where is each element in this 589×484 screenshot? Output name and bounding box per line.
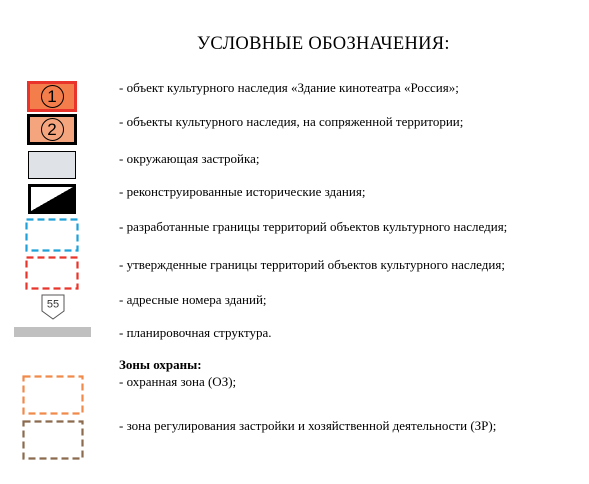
heritage-objects-adjacent-symbol (27, 114, 77, 145)
legend-text-surrounding-buildings: - окружающая застройка; (119, 151, 260, 166)
legend-text-planning-structure: - планировочная структура. (119, 325, 272, 340)
planning-structure-symbol (14, 327, 91, 337)
reconstructed-buildings-symbol (28, 184, 76, 214)
object-number-1: 1 (41, 85, 64, 108)
object-number-2: 2 (41, 118, 64, 141)
heritage-object-symbol (27, 81, 77, 112)
developed-boundaries-symbol (25, 218, 79, 252)
legend-text-heritage-objects-adjacent: - объекты культурного наследия, на сопряженной территории; (119, 114, 464, 129)
legend-text-protection-zone: - охранная зона (ОЗ); (119, 374, 237, 389)
legend-text-approved-boundaries: - утвержденные границы территорий объектов культурного наследия; (119, 257, 505, 272)
address-number-value: 55 (46, 298, 60, 311)
address-number-icon (41, 294, 65, 320)
zones-heading: Зоны охраны: (119, 357, 202, 372)
legend-text-regulation-zone: - зона регулирования застройки и хозяйственной деятельности (ЗР); (119, 418, 497, 433)
legend-title: УСЛОВНЫЕ ОБОЗНАЧЕНИЯ: (197, 34, 450, 54)
surrounding-buildings-symbol (28, 151, 76, 179)
regulation-zone-symbol (22, 420, 84, 460)
legend-text-heritage-object: - объект культурного наследия «Здание кинотеатра «Россия»; (119, 80, 459, 95)
approved-boundaries-symbol (25, 256, 79, 290)
legend-text-developed-boundaries: - разработанные границы территорий объектов культурного наследия; (119, 219, 508, 234)
legend-text-reconstructed-buildings: - реконструированные исторические здания; (119, 184, 366, 199)
legend-text-address-number: - адресные номера зданий; (119, 292, 267, 307)
protection-zone-symbol (22, 375, 84, 415)
